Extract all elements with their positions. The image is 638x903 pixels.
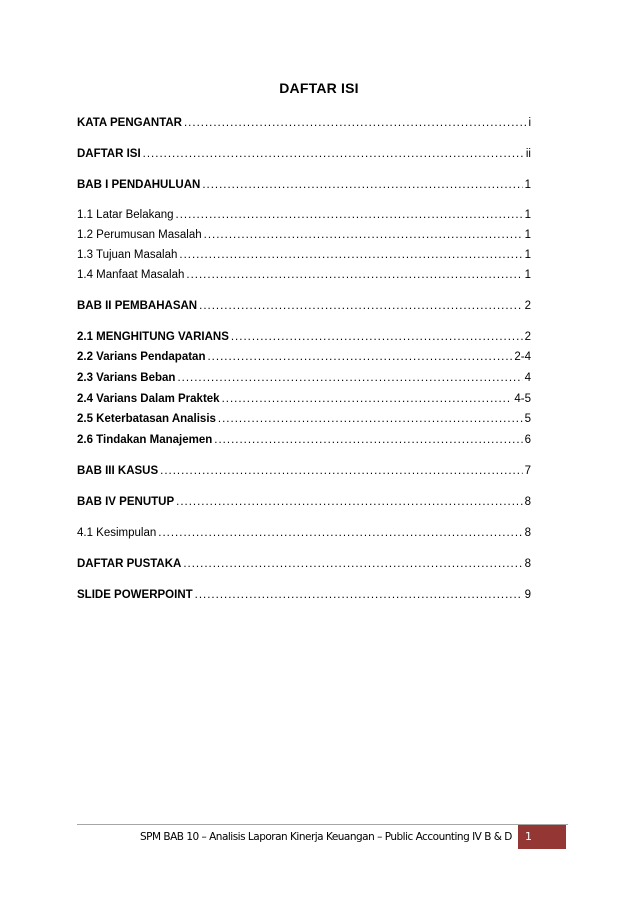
toc-entry-page: ii [525,148,531,160]
toc-entry-label: BAB III KASUS [77,465,159,477]
toc-entry-label: 1.3 Tujuan Masalah [77,249,178,261]
toc-leader-dots [202,178,522,192]
toc-entry-2-5 [77,410,531,426]
toc-entry-bab-3 [77,462,531,478]
toc-leader-dots [176,495,522,509]
toc-entry-2-4 [77,390,531,406]
toc-leader-dots [199,299,522,313]
toc-entry-label: 2.4 Varians Dalam Praktek [77,393,220,405]
toc-entry-page: 4 [524,372,531,384]
toc-entry-bab-2 [77,297,531,313]
footer-page-number: 1 [525,830,532,843]
toc-entry-label: 2.3 Varians Beban [77,372,176,384]
toc-entry-page: 1 [524,209,531,221]
toc-entry-page: 8 [524,496,531,508]
toc-entry-daftar-isi [77,145,531,161]
toc-entry-daftar-pustaka [77,555,531,571]
toc-entry-label: 2.2 Varians Pendapatan [77,351,206,363]
toc-entry-page: 1 [524,229,531,241]
toc-entry-label: BAB II PEMBAHASAN [77,300,198,312]
toc-leader-dots [176,208,523,222]
toc-leader-dots [231,330,523,344]
toc-entry-label: 2.1 MENGHITUNG VARIANS [77,331,229,343]
toc-entry-page: 9 [524,589,531,601]
toc-entry-label: DAFTAR PUSTAKA [77,558,182,570]
toc-entry-page: 4-5 [514,393,531,405]
footer-divider [77,824,568,825]
toc-entry-2-6 [77,431,531,447]
toc-entry-page: 2 [524,300,531,312]
toc-entry-page: 8 [524,527,531,539]
toc-entry-4-1 [77,524,531,540]
toc-entry-bab-4 [77,493,531,509]
toc-entry-1-4 [77,266,531,282]
toc-entry-1-3 [77,246,531,262]
toc-entry-label: SLIDE POWERPOINT [77,589,193,601]
toc-entry-label: BAB IV PENUTUP [77,496,175,508]
toc-entry-page: 7 [524,465,531,477]
toc-entry-label: 1.1 Latar Belakang [77,209,174,221]
toc-leader-dots [158,526,522,540]
toc-entry-label: 1.4 Manfaat Masalah [77,269,185,281]
toc-entry-label: 2.5 Keterbatasan Analisis [77,413,216,425]
toc-entry-page: 6 [524,434,531,446]
toc-leader-dots [184,116,526,130]
footer-page-badge [518,825,566,849]
toc-leader-dots [183,557,522,571]
toc-entry-1-1 [77,206,531,222]
toc-leader-dots [160,464,522,478]
footer-text: SPM BAB 10 – Analisis Laporan Kinerja Keuangan – Public Accounting IV B & D [140,831,512,843]
toc-entry-page: 2-4 [514,351,531,363]
toc-leader-dots [207,350,512,364]
toc-leader-dots [214,433,522,447]
toc-entry-label: 4.1 Kesimpulan [77,527,157,539]
toc-entry-slide-powerpoint [77,586,531,602]
toc-leader-dots [143,147,524,161]
page-title: DAFTAR ISI [279,80,359,96]
toc-leader-dots [204,228,523,242]
toc-leader-dots [179,248,522,262]
toc-entry-page: i [528,117,531,129]
toc-entry-page: 1 [524,179,531,191]
toc-entry-label: 2.6 Tindakan Manajemen [77,434,213,446]
toc-entry-kata-pengantar [77,114,531,130]
toc-entry-label: DAFTAR ISI [77,148,141,160]
toc-entry-page: 5 [524,413,531,425]
toc-entry-page: 2 [524,331,531,343]
toc-entry-1-2 [77,226,531,242]
toc-leader-dots [177,371,522,385]
toc-entry-2-1 [77,328,531,344]
toc-entry-2-3 [77,369,531,385]
toc-entry-bab-1 [77,176,531,192]
toc-leader-dots [186,268,522,282]
toc-entry-page: 8 [524,558,531,570]
toc-entry-page: 1 [524,269,531,281]
toc-entry-2-2 [77,348,531,364]
toc-leader-dots [195,588,523,602]
toc-entry-label: 1.2 Perumusan Masalah [77,229,202,241]
toc-entry-label: KATA PENGANTAR [77,117,182,129]
toc-entry-label: BAB I PENDAHULUAN [77,179,201,191]
toc-leader-dots [218,412,523,426]
toc-entry-page: 1 [524,249,531,261]
toc-leader-dots [222,392,513,406]
